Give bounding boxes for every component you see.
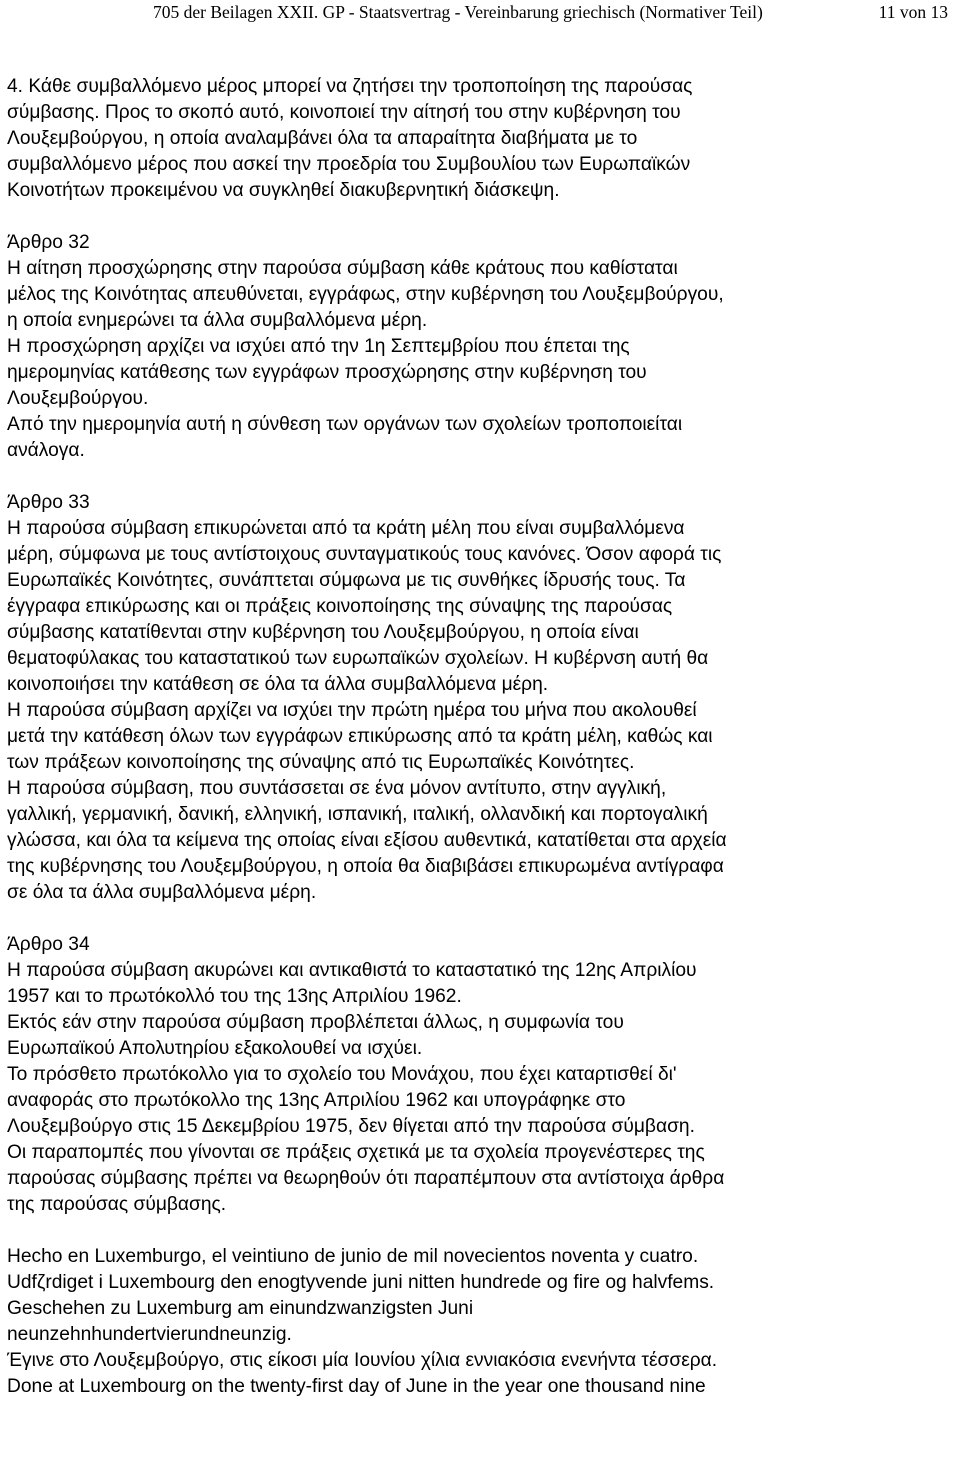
text-line: παρούσας σύμβασης πρέπει να θεωρηθούν ότι παραπέμπουν στα αντίστοιχα άρθρα — [7, 1168, 725, 1189]
text-line: Έγινε στο Λουξεμβούργο, στις είκοσι μία Ιουνίου χίλια εννιακόσια ενενήντα τέσσερα. — [7, 1350, 718, 1371]
text-line: Λουξεμβούργου. — [7, 388, 149, 409]
text-line: Άρθρο 33 — [7, 492, 90, 513]
page-number: 11 von 13 — [878, 2, 948, 22]
text-line: Από την ημερομηνία αυτή η σύνθεση των οργάνων των σχολείων τροποποιείται — [7, 414, 683, 435]
text-line: Ευρωπαϊκού Απολυτηρίου εξακολουθεί να ισχύει. — [7, 1038, 423, 1059]
page-header — [0, 0, 960, 40]
text-line: Η αίτηση προσχώρησης στην παρούσα σύμβαση κάθε κράτους που καθίσταται — [7, 258, 678, 279]
text-line: Κοινοτήτων προκειμένου να συγκληθεί διακυβερνητική διάσκεψη. — [7, 180, 560, 201]
text-line: σύμβασης. Προς το σκοπό αυτό, κοινοποιεί την αίτησή του στην κυβέρνηση του — [7, 102, 681, 123]
text-line: Ευρωπαϊκές Κοινότητες, συνάπτεται σύμφωνα με τις συνθήκες ίδρυσής τους. Τα — [7, 570, 686, 591]
text-block — [7, 230, 957, 464]
text-line: Η παρούσα σύμβαση, που συντάσσεται σε ένα μόνον αντίτυπο, στην αγγλική, — [7, 778, 667, 799]
text-line: Η παρούσα σύμβαση επικυρώνεται από τα κράτη μέλη που είναι συμβαλλόμενα — [7, 518, 685, 539]
text-line: Λουξεμβούργου, η οποία αναλαμβάνει όλα τα απαραίτητα διαβήματα με το — [7, 128, 638, 149]
text-line: κοινοποιήσει την κατάθεση σε όλα τα άλλα συμβαλλόμενα μέρη. — [7, 674, 549, 695]
text-line: μέρη, σύμφωνα με τους αντίστοιχους συνταγματικούς τους κανόνες. Όσον αφορά τις — [7, 544, 722, 565]
paragraph-spacer — [7, 464, 957, 490]
text-line: σύμβασης κατατίθενται στην κυβέρνηση του Λουξεμβούργου, η οποία είναι — [7, 622, 639, 643]
text-line: της παρούσας σύμβασης. — [7, 1194, 227, 1215]
text-line: Άρθρο 32 — [7, 232, 90, 253]
document-title: 705 der Beilagen XXII. GP - Staatsvertrag - Vereinbarung griechisch (Normativer Teil) — [153, 2, 763, 22]
text-line: Hecho en Luxemburgo, el veintiuno de junio de mil novecientos noventa y cuatro. — [7, 1246, 699, 1267]
text-line: μετά την κατάθεση όλων των εγγράφων επικύρωσης από τα κράτη μέλη, καθώς και — [7, 726, 713, 747]
text-block — [7, 74, 957, 204]
text-line: Άρθρο 34 — [7, 934, 90, 955]
text-line: η οποία ενημερώνει τα άλλα συμβαλλόμενα μέρη. — [7, 310, 428, 331]
text-line: θεματοφύλακας του καταστατικού των ευρωπαϊκών σχολείων. Η κυβέρνση αυτή θα — [7, 648, 709, 669]
text-line: Οι παραπομπές που γίνονται σε πράξεις σχετικά με τα σχολεία προγενέστερες της — [7, 1142, 705, 1163]
text-line: ανάλογα. — [7, 440, 85, 461]
text-line: Udfζrdiget i Luxembourg den enogtyvende juni nitten hundrede og fire og halvfems. — [7, 1272, 715, 1293]
text-line: Done at Luxembourg on the twenty-first day of June in the year one thousand nine — [7, 1376, 706, 1397]
text-line: γαλλική, γερμανική, δανική, ελληνική, ισπανική, ιταλική, ολλανδική και πορτογαλική — [7, 804, 708, 825]
text-block — [7, 490, 957, 906]
paragraph-spacer — [7, 906, 957, 932]
text-line: 4. Κάθε συμβαλλόμενο μέρος μπορεί να ζητήσει την τροποποίηση της παρούσας — [7, 76, 693, 97]
text-line: των πράξεων κοινοποίησης της σύναψης από τις Ευρωπαϊκές Κοινότητες. — [7, 752, 635, 773]
text-line: γλώσσα, και όλα τα κείμενα της οποίας είναι εξίσου αυθεντικά, κατατίθεται στα αρχεία — [7, 830, 727, 851]
text-line: Η προσχώρηση αρχίζει να ισχύει από την 1η Σεπτεμβρίου που έπεται της — [7, 336, 630, 357]
paragraph-spacer — [7, 1218, 957, 1244]
text-block — [7, 1244, 957, 1400]
text-line: Geschehen zu Luxemburg am einundzwanzigsten Juni — [7, 1298, 474, 1319]
text-line: συμβαλλόμενο μέρος που ασκεί την προεδρία του Συμβουλίου των Ευρωπαϊκών — [7, 154, 691, 175]
text-line: 1957 και το πρωτόκολλό του της 13ης Απριλίου 1962. — [7, 986, 462, 1007]
text-block — [7, 932, 957, 1218]
text-line: Το πρόσθετο πρωτόκολλο για το σχολείο του Μονάχου, που έχει καταρτισθεί δι' — [7, 1064, 677, 1085]
text-line: ημερομηνίας κατάθεσης των εγγράφων προσχώρησης στην κυβέρνηση του — [7, 362, 647, 383]
text-line: neunzehnhundertvierundneunzig. — [7, 1324, 292, 1345]
text-line: αναφοράς στο πρωτόκολλο της 13ης Απριλίου 1962 και υπογράφηκε στο — [7, 1090, 626, 1111]
text-line: Η παρούσα σύμβαση αρχίζει να ισχύει την πρώτη ημέρα του μήνα που ακολουθεί — [7, 700, 697, 721]
text-line: Εκτός εάν στην παρούσα σύμβαση προβλέπεται άλλως, η συμφωνία του — [7, 1012, 624, 1033]
document-body — [7, 74, 957, 1400]
text-line: έγγραφα επικύρωσης και οι πράξεις κοινοποίησης της σύναψης της παρούσας — [7, 596, 673, 617]
text-line: σε όλα τα άλλα συμβαλλόμενα μέρη. — [7, 882, 317, 903]
text-line: Η παρούσα σύμβαση ακυρώνει και αντικαθιστά το καταστατικό της 12ης Απριλίου — [7, 960, 697, 981]
text-line: της κυβέρνησης του Λουξεμβούργου, η οποία θα διαβιβάσει επικυρωμένα αντίγραφα — [7, 856, 724, 877]
text-line: Λουξεμβούργο στις 15 Δεκεμβρίου 1975, δεν θίγεται από την παρούσα σύμβαση. — [7, 1116, 695, 1137]
text-line: μέλος της Κοινότητας απευθύνεται, εγγράφως, στην κυβέρνηση του Λουξεμβούργου, — [7, 284, 724, 305]
paragraph-spacer — [7, 204, 957, 230]
